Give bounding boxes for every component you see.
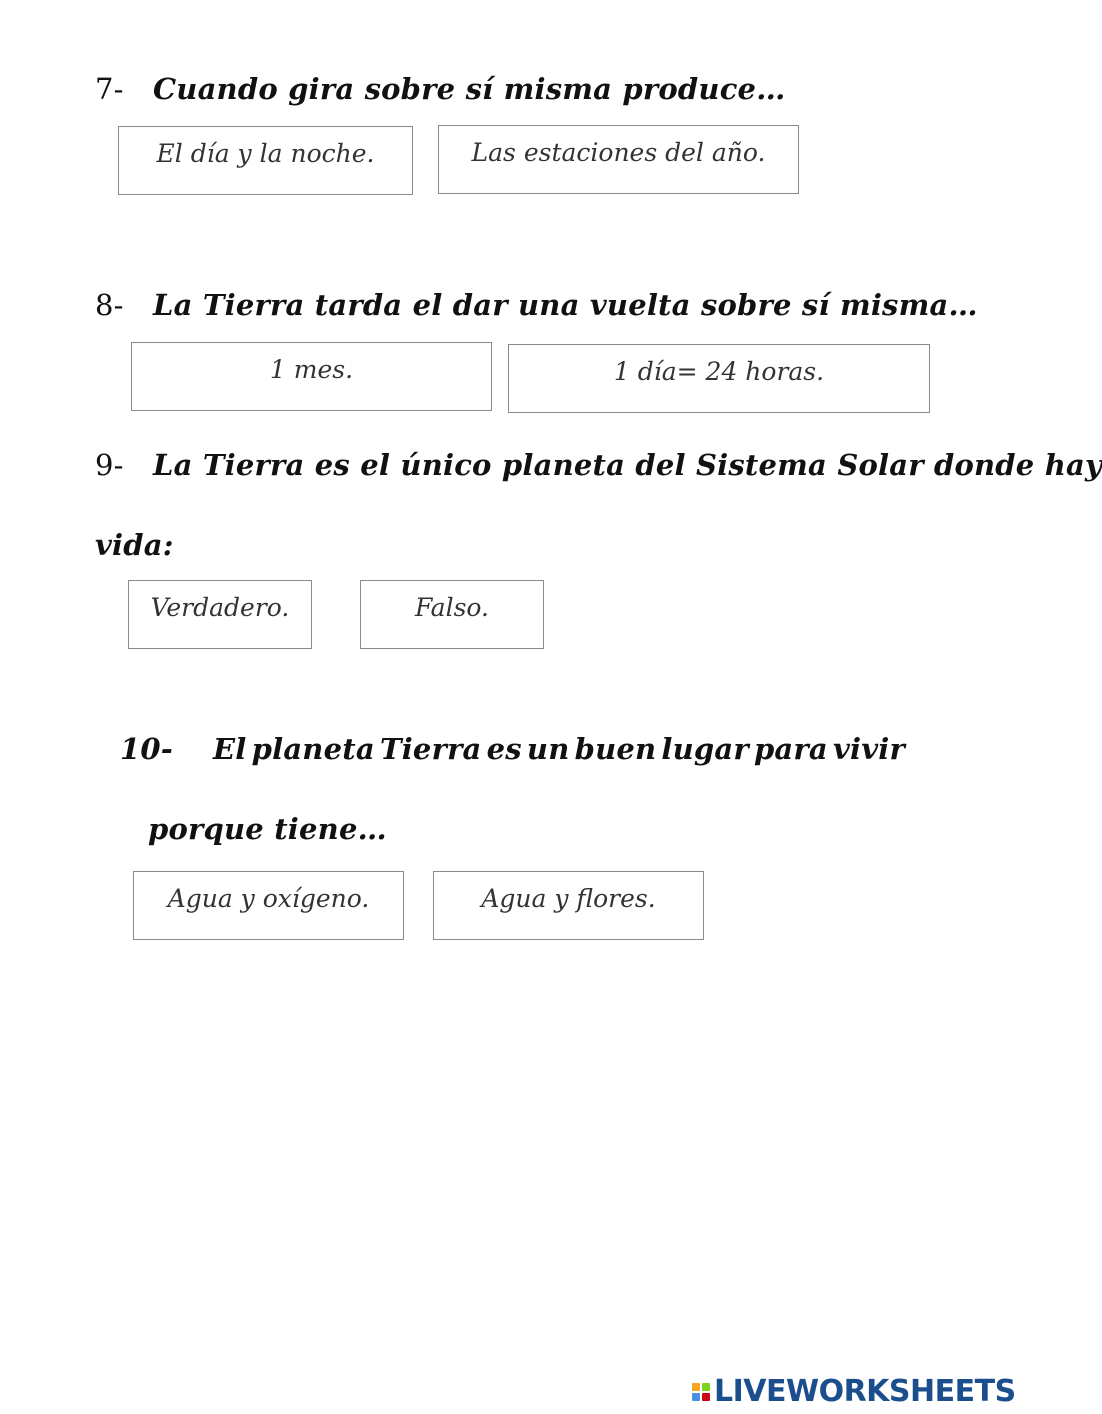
liveworksheets-logo bbox=[692, 1374, 1016, 1409]
question-7-text: Cuando gira sobre sí misma produce… bbox=[153, 72, 786, 106]
q8-option-one-day[interactable]: 1 día= 24 horas. bbox=[508, 344, 930, 413]
q10-word: un bbox=[526, 732, 570, 766]
q10-word: vivir bbox=[832, 732, 905, 766]
q10-option-water-oxygen[interactable]: Agua y oxígeno. bbox=[133, 871, 404, 940]
question-9-number: 9- bbox=[95, 448, 124, 482]
question-10-text-line2: porque tiene… bbox=[148, 812, 387, 846]
question-9-text-line2: vida: bbox=[95, 528, 174, 562]
question-10-text-line1 bbox=[213, 732, 905, 766]
question-10-number: 10- bbox=[120, 732, 173, 766]
question-7-number: 7- bbox=[95, 72, 124, 106]
question-9 bbox=[95, 448, 1102, 482]
question-8-text: La Tierra tarda el dar una vuelta sobre sí misma… bbox=[153, 288, 978, 322]
q10-word: es bbox=[486, 732, 522, 766]
q10-word: lugar bbox=[661, 732, 749, 766]
q7-option-seasons[interactable]: Las estaciones del año. bbox=[438, 125, 799, 194]
q8-option-one-month[interactable]: 1 mes. bbox=[131, 342, 492, 411]
liveworksheets-logo-text: LIVEWORKSHEETS bbox=[714, 1374, 1016, 1409]
q9-option-false[interactable]: Falso. bbox=[360, 580, 544, 649]
logo-square bbox=[692, 1383, 700, 1391]
liveworksheets-logo-icon bbox=[692, 1383, 710, 1401]
q9-option-true[interactable]: Verdadero. bbox=[128, 580, 312, 649]
question-7 bbox=[95, 72, 785, 106]
question-8-number: 8- bbox=[95, 288, 124, 322]
q7-option-day-night[interactable]: El día y la noche. bbox=[118, 126, 413, 195]
question-9-text-line1: La Tierra es el único planeta del Sistema Solar donde hay bbox=[153, 448, 1102, 482]
q10-word: planeta bbox=[251, 732, 375, 766]
logo-square bbox=[702, 1383, 710, 1391]
q10-option-water-flowers[interactable]: Agua y flores. bbox=[433, 871, 704, 940]
question-8 bbox=[95, 288, 978, 322]
q10-word: buen bbox=[574, 732, 657, 766]
q10-word: El bbox=[213, 732, 247, 766]
q10-word: Tierra bbox=[379, 732, 482, 766]
logo-square bbox=[702, 1393, 710, 1401]
logo-square bbox=[692, 1393, 700, 1401]
q10-word: para bbox=[753, 732, 828, 766]
